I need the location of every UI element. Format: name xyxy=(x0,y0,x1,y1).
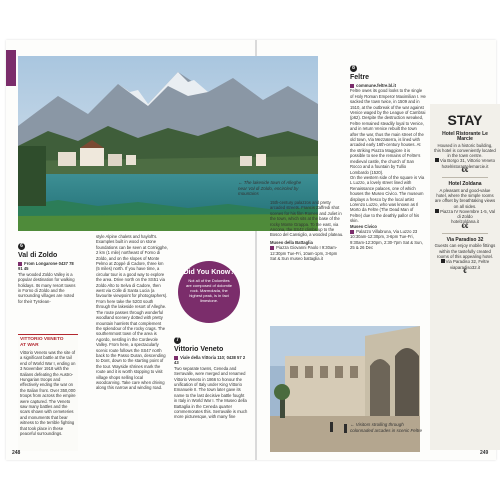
museo-battaglia-info: Museo della Battaglia Piazza Giovanni Paolo I 9:30am-12:30pm Tue-Fri, 10am-1pm, 3-6pm Sat & Sun museo battaglia.it xyxy=(270,239,338,262)
stay-item-web[interactable]: hotelristorantelemarcie.it xyxy=(441,163,489,169)
stay-item-name: Hotel Ristorante Le Marcie xyxy=(442,131,488,143)
stay-item-address: Via Borgo 31, Vittorio Veneto xyxy=(434,158,496,163)
page-number-left: 248 xyxy=(12,450,21,456)
heading-feltre: Feltre xyxy=(350,74,370,81)
middle-column-text: style Alpine chalets and hayloft's. Examples built in wood on stone foundations can be seen at Cornigghe, 2 km (1 mile) northeast of Forno di Zoldo, and on the slopes of Monte Pelmo at Zoppè di Cadore, three km (5 miles) north. If you have time, a circular tour is a good way to explore the area. Drive north on the SS51 via Zoldo Alto to Selva di Cadore, then west via Colle di Santa Lucia (a favourite viewpoint for photographers). From here take the 5203 south through the lakeside resort of Alleghe. The route passes through wonderful woodland scenery dotted with pretty mountain hamlets that complement the splendour of the rocky crags. The southernmost town of the area is Agordo, nestling in the Cordevole Valley. From here, a spectacularly scenic route follows the SS47 north back to the Passo Duran, descending to Dont, down to the starting point of the tour. Wayside shrines mark the route and it is worth stopping to visit village shops selling local woodcarving. Take care when driving along this narrow and winding road. xyxy=(96,234,168,391)
box-text: Vittorio Veneto was the site of a significant battle at the tail end of World War I, ending on 3 November 1918 with the Italians defeating the Austro-Hungarian troops and effectively ending the war on the Italian front. Over 350,000 troops from across the empire were captured. The Veneto saw many battles and the scars shown with cemeteries and monuments that bear witness to the terrible fighting that took place in these peaceful surroundings. xyxy=(20,350,76,437)
map-pin-icon xyxy=(350,230,354,234)
side-tab xyxy=(6,40,16,230)
museo-civico-info: Museo Civico Palazzo Villabruna, Via Luzzo 23 10:30am-12:30pm, 3-6pm Tue-Fri, 9:30am-12:30pm, 2:30-7pm Sat & Sun, 25 & 26 Dec xyxy=(350,223,423,251)
feltre-text-b: On the western side of the square is Via L Luzzo, a lovely street lined with Renaissance palaces, one of which houses the Museo Civico. The museum displays a fresco by the local artist Lorenzo Luzzo, who was known as Il Morto da Feltre (The Dead Man of Feltre) due to the deathly pallor of his skin. xyxy=(350,174,425,224)
stay-item-name: Via Paradiso 32 xyxy=(446,237,484,244)
spread xyxy=(6,40,496,460)
photo-caption-text: The lakeside town of Alleghe near Val di Zoldo, encircled by mountains xyxy=(238,180,302,197)
stay-item-desc: Guests can enjoy mobile fittings within the tastefully created rooms of this appealing hotel. xyxy=(434,243,496,259)
map-pin-icon xyxy=(435,158,439,162)
val-di-zoldo-info: From Longarone 0437 78 91 45 xyxy=(18,261,74,272)
stay-title: STAY xyxy=(447,112,483,128)
map-pin-icon xyxy=(174,356,178,360)
right-middle-column xyxy=(270,200,344,261)
stay-item-desc: Housed in a historic building, this hotel is conveniently located in the town centre. xyxy=(434,142,496,159)
box-title: VITTORIO VENETO AT WAR xyxy=(20,337,64,348)
side-tab-marker xyxy=(6,50,16,86)
stay-item-price: €€ xyxy=(461,168,469,175)
bottom-caption: ← Visitors strolling through colonnaded arcades in scenic Feltre xyxy=(350,422,423,433)
feltre-info: commune.feltre.bl.it xyxy=(350,83,426,88)
number-badge: 7 xyxy=(174,337,181,344)
stay-item xyxy=(430,182,500,234)
vittorio-veneto-info: Viale della Vittoria 110; 0438 57 2 43 xyxy=(174,355,246,366)
stay-item-desc: A pleasant and good-value hotel, where the simple rooms are offset by breathtaking views on all sides. xyxy=(434,187,496,209)
divider xyxy=(442,233,488,234)
section-feltre xyxy=(350,56,426,251)
stay-item-web[interactable]: hotelzoldana.it xyxy=(451,219,479,225)
section-val-di-zoldo xyxy=(18,234,78,304)
box-vittorio-at-war xyxy=(18,334,78,451)
stay-item xyxy=(430,132,500,178)
vittorio-veneto-text: Two separate towns, Ceneda and Serravalle, were merged and renamed Vittorio Veneto in 1866 to honour the unification of Italy under King Vittorio Emanuele II. The town later gave its name to the last decisive battle fought in Italy in World War I. The Museo della Battaglia in the Ceneda quarter commemorates this. Serravalle is much more picturesque, with many fine xyxy=(174,365,248,420)
map-pin-icon xyxy=(18,262,22,266)
caption-arrow-icon: ← xyxy=(238,180,243,185)
stay-item-address: Piazza IV Novembre 1-5, Val di Zoldo xyxy=(434,209,496,220)
caption-arrow-icon: ← xyxy=(350,422,355,427)
did-you-know-title: Did You Know? xyxy=(183,269,235,276)
stay-item xyxy=(430,238,500,275)
heading-vittorio-veneto: Vittorio Veneto xyxy=(174,346,224,353)
number-badge: 6 xyxy=(18,243,25,250)
stay-item-price: €€ xyxy=(461,223,469,230)
section-vittorio-veneto xyxy=(174,328,248,420)
feltre-text-a: Feltre owes its good looks to the single of Holy Roman Emperor Maximilian I. He sacked the town twice, in 1509 and in 1510, at the outbreak of the war against Venice waged by the League of Cambrai (p62). Despite the destruction wreaked, Feltre remained steadily loyal to Venice, and in return Venice rebuilt the town after the war, thus the main street of the old town, Via Mezzaterra, is lined with arcaded early 16th-century houses. At the striking Piazza Maggiore it is possible to see the remains of Feltre's medieval castle, the church of San Rocco and a fountain by Tullio Lombardo (1520). xyxy=(350,88,426,175)
stay-item-price: € xyxy=(463,268,467,275)
number-badge: 8 xyxy=(350,65,357,72)
museo-battaglia-title: Museo della Battaglia xyxy=(270,239,313,245)
stay-panel xyxy=(430,104,500,450)
divider xyxy=(442,177,488,178)
stay-item-web[interactable]: viaparadiso32.it xyxy=(449,264,481,270)
map-pin-icon xyxy=(441,259,445,263)
did-you-know-badge xyxy=(178,261,240,323)
map-pin-icon xyxy=(435,209,439,213)
right-middle-text: 15th-century palazzos and pretty arcaded streets. Francis Zaffredi shot scenes for his film Romeo and Juliet in the town, which sits at the base of the rocky Monte Grappa. To the east, via Ancona, the SS42 climbs up to the Bosco del Cansiglio, a wooded plateau. xyxy=(270,200,344,238)
photo-caption xyxy=(238,180,304,197)
stay-item-name: Hotel Zoldana xyxy=(448,181,482,188)
stay-item-address: Via Paradiso 32, Feltre xyxy=(434,259,496,264)
museo-civico-title: Museo Civico xyxy=(350,223,377,229)
did-you-know-text: Not all of the Dolomites are composed of dolomite rock. Marmolada, the highest peak, is in fact limestone. xyxy=(185,278,233,303)
map-pin-icon xyxy=(350,84,354,88)
val-di-zoldo-text: The wooded Zoldo Valley is a popular destination for walking holidays. Its many resort towns in Forno di Zoldo and the surrounding villages are noted for their Tyrolean- xyxy=(18,271,76,304)
map-pin-icon xyxy=(270,246,274,250)
page-number-right: 249 xyxy=(480,450,489,456)
heading-val-di-zoldo: Val di Zoldo xyxy=(18,252,58,259)
